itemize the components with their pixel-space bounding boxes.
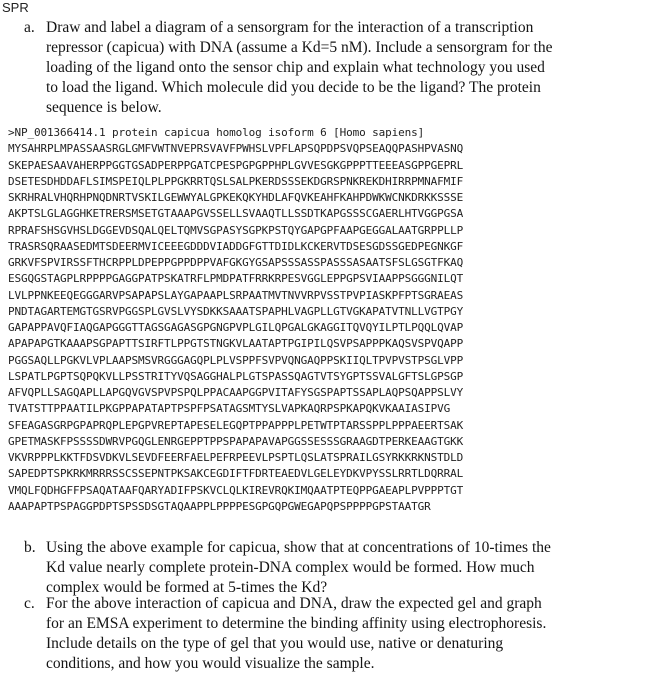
question-c-line-3: Include details on the type of gel that you would use, native or denaturing <box>46 635 504 652</box>
question-b-line-2: Kd value nearly complete protein-DNA complex would be formed. How much <box>46 559 535 576</box>
sequence-line: SKEPAESAAVAHERPPGGTGSADPERPPGATCPESPGPGPPHPLGVVESGKGPPPTTEEEASGPPGEPRL <box>8 158 464 172</box>
question-b-label: b. <box>24 539 36 556</box>
sequence-line: PGGSAQLLPGKVLVPLAAPSMSVRGGGAGQPLPLVSPPFSVPVQNGAQPPSKIIQLTPVPVSTPSGLVPP <box>8 353 464 367</box>
question-a-line-1: a. Draw and label a diagram of a sensorgram for the interaction of a transcription <box>24 19 534 36</box>
question-a-line-3: loading of the ligand onto the sensor chip and explain what technology you used <box>46 59 545 76</box>
sequence-line: PNDTAGARTEMGTGSRVPGGSPLGVSLVYSDKKSAAATSPAPHLVAGPLLGTVGKAPATVTNLLVGTPGY <box>8 304 464 318</box>
sequence-line: DSETESDHDDAFLSIMSPEIQLPLPPGKRRTQSLSALPKERDSSSEKDGRSPNKREKDHIRRPMNAFMIF <box>8 174 464 188</box>
question-b-line-3: complex would be formed at 5-times the Kd? <box>46 579 328 596</box>
sequence-line: TVATSTTPPAATILPKGPPAPATAPTPSPFPSATAGSMTYSLVAPKAQRPSPKAPQKVKAAIASIPVG <box>8 402 451 416</box>
sequence-line: APAPAPGTKAAAPSGPAPTTSIRFTLPPGTSTNGKVLAATAPTPGIPILQSVPSAPPPKAQSVSPVQAPP <box>8 337 464 351</box>
question-a-line-4: to load the ligand. Which molecule did you decide to be the ligand? The protein <box>46 79 541 96</box>
sequence-line: AKPTSLGLAGGHKETRERSMSETGTAAAPGVSSELLSVAAQTLLSSDTKAPGSSSCGAERLHTVGGPGSA <box>8 207 464 221</box>
sequence-lines <box>8 141 463 515</box>
question-a-line-5: sequence is below. <box>46 99 162 116</box>
question-c-label: c. <box>24 595 35 612</box>
question-b-line-1: b. Using the above example for capicua, show that at concentrations of 10-times the <box>24 539 551 556</box>
question-c-line-1: c. For the above interaction of capicua and DNA, draw the expected gel and graph <box>24 595 542 612</box>
sequence-line: LVLPPNKEEQEGGGARVPSAPAPSLAYGAPAAPLSRPAATMVTNVVRPVSSTPVPIASKPFPTSGRAEAS <box>8 288 464 302</box>
page-header: SPR <box>2 0 29 15</box>
sequence-line: SAPEDPTSPKRKMRRRSSCSSEPNTPKSAKCEGDIFTFDRTEAEDVLGELEYDKVPYSSLRRTLDQRRAL <box>8 467 464 481</box>
sequence-line: GRKVFSPVIRSSFTHCRPPLDPEPPGPPDPPVAFGKGYGSAPSSSASSPASSSASAATSFSLGSGTFKAQ <box>8 256 464 269</box>
sequence-line: AAAPAPTPSPAGGPDPTSPSSDSGTAQAAPPLPPPPESGPGQPGWEGAPQPSPPPPGPSTAATGR <box>8 499 431 513</box>
question-a-label: a. <box>24 19 35 36</box>
question-a-line-2: repressor (capicua) with DNA (assume a Kd=5 nM). Include a sensorgram for the <box>46 39 553 56</box>
sequence-line: SFEAGASGRPGPAPRQPLEPGPVREPTAPESELEGQPTPPAPPPLPETWTPTARSSPPLPPPAEERTSAK <box>8 418 464 432</box>
question-a <box>24 18 644 118</box>
sequence-line: AFVQPLLSAGQAPLLAPGQVGVSPVPSPQLPPACAAPGGPVITAFYSGSPAPTSSAPLAQPSQAPPSLVY <box>8 386 464 399</box>
sequence-line: RPRAFSHSGVHSLDGGEVDSQALQELTQMVSGPASYSGPKPSTQYGAPGPFAAPGEGGALAATGRPPLLP <box>8 223 464 237</box>
sequence-line: TRASRSQRAASEDMTSDEERMVICEEEGDDDVIADDGFGTTDIDLKCKERVTDSESGDSSGEDPEGNKGF <box>8 239 464 253</box>
sequence-line: VMQLFQDHGFFPSAQATAAFQARYADIFPSKVCLQLKIREVRQKIMQAATPTEQPPGAEAPLPVPPPTGT <box>8 483 464 497</box>
protein-sequence-block <box>8 125 463 515</box>
sequence-line: SKRHRALVHQRHPNQDNRTVSKILGEWWYALGPKEKQKYHDLAFQVKEAHFKAHPDWKWCNKDRKKSSSE <box>8 191 464 204</box>
sequence-line: LSPATLPGPTSQPQKVLLPSSTRITYVQSAGGHALPLGTSPASSQAGTVTSYGPTSSVALGFTSLGPSGP <box>8 369 464 383</box>
question-c-line-4: conditions, and how you would visualize the sample. <box>46 655 375 672</box>
question-c-line-2: for an EMSA experiment to determine the binding affinity using electrophoresis. <box>46 615 547 632</box>
sequence-line: MYSAHRPLMPASSAASRGLGMFVWTNVEPRSVAVFPWHSLVPFLAPSQPDPSVQPSEAQQPASHPVASNQ <box>8 142 464 156</box>
question-b <box>24 538 644 598</box>
question-c <box>24 594 644 674</box>
sequence-line: GAPAPPAVQFIAQGAPGGGTTAGSGAGASGPGNGPVPLGILQPGALGKAGGITQVQYILPTLPQQLQVAP <box>8 321 464 334</box>
sequence-line: GPETMASKFPSSSSDWRVPGQGLENRGEPPTPPSPAPAPAVAPGGSSESSSGRAAGDTPERKEAAGTGKK <box>8 434 464 448</box>
sequence-line: VKVRPPPLKKTFDSVDKVLSEVDFEERFAELPEFRPEEVLPSPTLQSLATSPRAILGSYRKKRKNSTDLD <box>8 451 464 464</box>
sequence-line: ESGQGSTAGPLRPPPPGAGGPATPSKATRFLPMDPATFRRKRPESVGGLEPPGPSVIAAPPSGGGNILQT <box>8 272 464 286</box>
fasta-header: >NP_001366414.1 protein capicua homolog isoform 6 [Homo sapiens] <box>8 126 425 139</box>
